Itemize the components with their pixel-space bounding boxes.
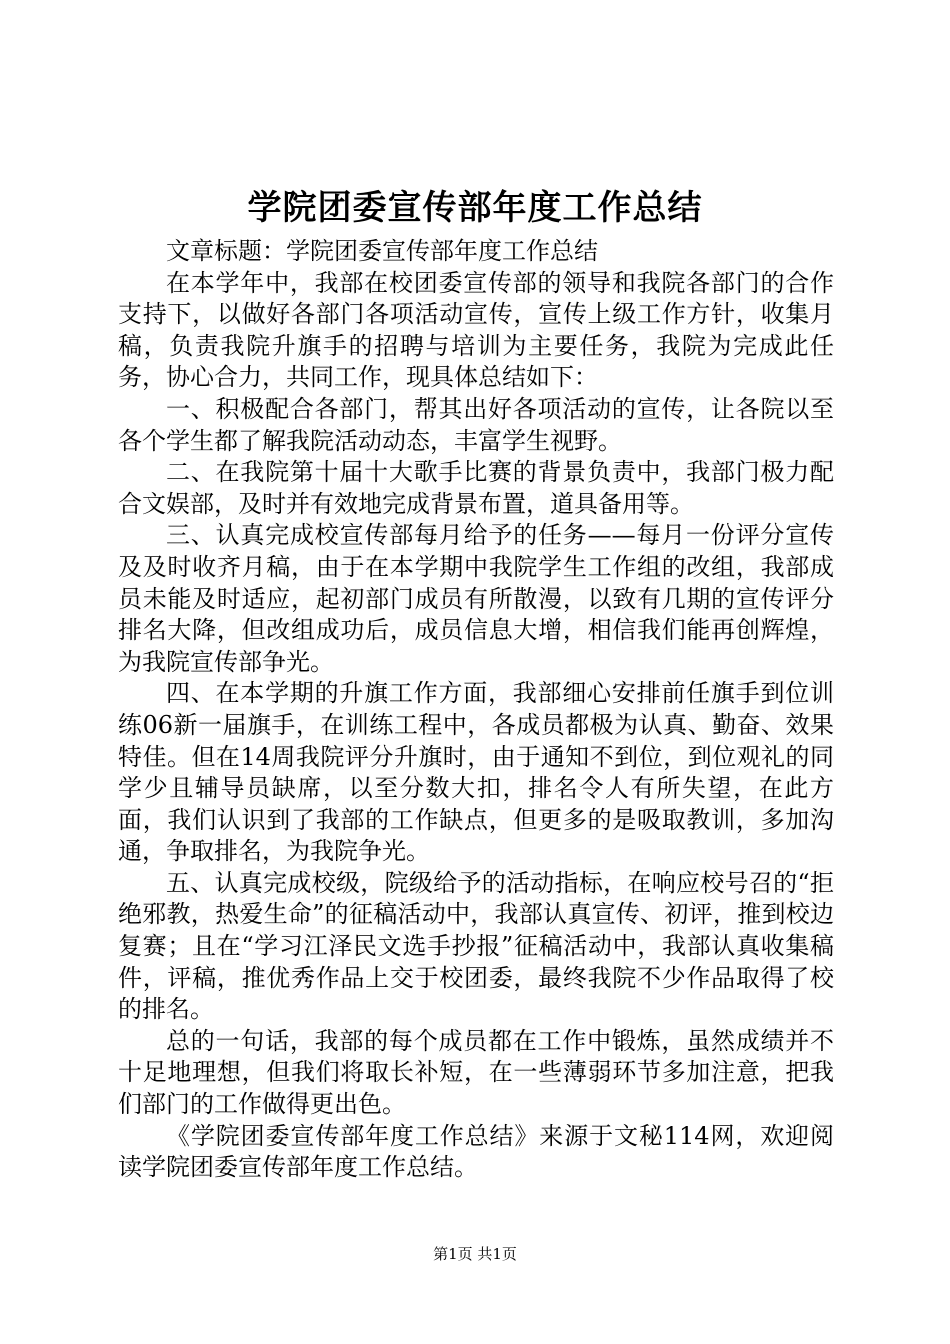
page-footer: 第1页 共1页 <box>433 1245 517 1263</box>
paragraph-item-5: 五、认真完成校级，院级给予的活动指标，在响应校号召的“拒绝邪教，热爱生命”的征稿活动中，我部认真宣传、初评，推到校边复赛；且在“学习江泽民文选手抄报”征稿活动中，我部认真收集稿件，评稿，推优秀作品上交于校团委，最终我院不少作品取得了校的排名。 <box>118 868 834 1024</box>
paragraph-article-title: 文章标题：学院团委宣传部年度工作总结 <box>166 237 598 265</box>
document-body <box>118 236 834 1184</box>
paragraph-item-4: 四、在本学期的升旗工作方面，我部细心安排前任旗手到位训练06新一届旗手，在训练工程中，各成员都极为认真、勤奋、效果特佳。但在14周我院评分升旗时，由于通知不到位，到位观礼的同学少且辅导员缺席，以至分数大扣，排名令人有所失望，在此方面，我们认识到了我部的工作缺点，但更多的是吸取教训，多加沟通，争取排名，为我院争光。 <box>118 679 834 866</box>
paragraph-item-3: 三、认真完成校宣传部每月给予的任务——每月一份评分宣传及及时收齐月稿，由于在本学期中我院学生工作组的改组，我部成员未能及时适应，起初部门成员有所散漫，以致有几期的宣传评分排名大降，但改组成功后，成员信息大增，相信我们能再创辉煌，为我院宣传部争光。 <box>118 521 834 676</box>
paragraph-summary: 总的一句话，我部的每个成员都在工作中锻炼，虽然成绩并不十足地理想，但我们将取长补短，在一些薄弱环节多加注意，把我们部门的工作做得更出色。 <box>118 1026 834 1119</box>
paragraph-source: 《学院团委宣传部年度工作总结》来源于文秘114网，欢迎阅读学院团委宣传部年度工作总结。 <box>118 1121 834 1182</box>
document-title: 学院团委宣传部年度工作总结 <box>247 188 703 228</box>
paragraph-intro: 在本学年中，我部在校团委宣传部的领导和我院各部门的合作支持下，以做好各部门各项活动宣传，宣传上级工作方针，收集月稿，负责我院升旗手的招聘与培训为主要任务，我院为完成此任务，协心合力，共同工作，现具体总结如下： <box>118 268 834 392</box>
paragraph-item-1: 一、积极配合各部门，帮其出好各项活动的宣传，让各院以至各个学生都了解我院活动动态，丰富学生视野。 <box>118 394 834 455</box>
paragraph-item-2: 二、在我院第十届十大歌手比赛的背景负责中，我部门极力配合文娱部，及时并有效地完成背景布置，道具备用等。 <box>118 458 834 518</box>
